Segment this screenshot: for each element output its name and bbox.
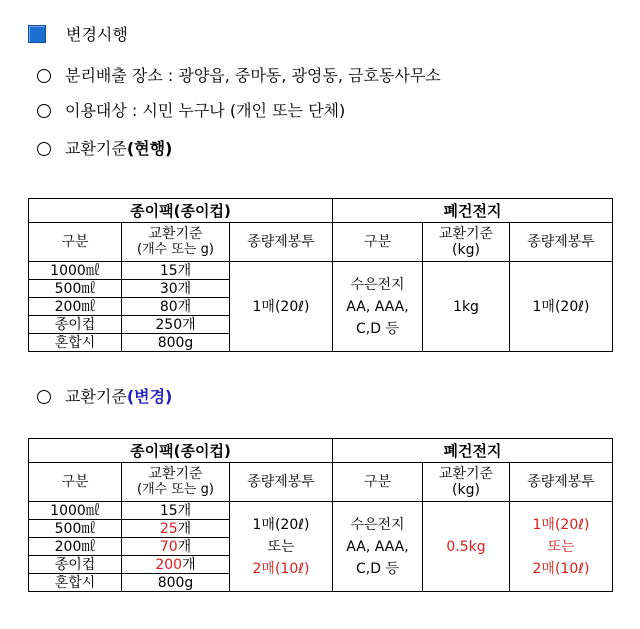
battery-exchange-header: 교환기준 (kg)	[423, 223, 510, 262]
battery-category-header: 구분	[333, 463, 423, 502]
section-heading-text: 변경시행	[66, 25, 128, 44]
exchange-header: 교환기준 (개수 또는 g)	[122, 223, 230, 262]
table-cell-item: 1000㎖	[29, 502, 122, 520]
table-cell-criterion: 200개	[122, 556, 230, 574]
table-cell-criterion: 30개	[122, 280, 230, 298]
paper-pack-header: 종이팩(종이컵)	[29, 439, 333, 463]
current-criteria-table	[28, 198, 613, 352]
blue-square-icon	[28, 25, 46, 43]
battery-bag-cell: 1매(20ℓ) 또는 2매(10ℓ)	[510, 502, 613, 592]
circle-bullet-icon	[37, 390, 51, 404]
table-cell-criterion: 800g	[122, 334, 230, 352]
table-cell-criterion: 25개	[122, 520, 230, 538]
bag-cell: 1매(20ℓ)	[230, 262, 333, 352]
bullet-changed-criteria: 교환기준(변경)	[37, 384, 172, 407]
table-cell-item: 500㎖	[29, 280, 122, 298]
battery-bag-header: 종량제봉투	[510, 223, 613, 262]
table-cell-item: 종이컵	[29, 316, 122, 334]
bullet-target: 이용대상 : 시민 누구나 (개인 또는 단체)	[37, 98, 345, 121]
battery-category-header: 구분	[333, 223, 423, 262]
table-cell-criterion: 80개	[122, 298, 230, 316]
table-cell-item: 200㎖	[29, 538, 122, 556]
table-cell-item: 혼합시	[29, 574, 122, 592]
table-cell-item: 혼합시	[29, 334, 122, 352]
bag-header: 종량제봉투	[230, 223, 333, 262]
circle-bullet-icon	[37, 104, 51, 118]
battery-header: 폐건전지	[333, 439, 613, 463]
bag-cell: 1매(20ℓ) 또는 2매(10ℓ)	[230, 502, 333, 592]
table-cell-item: 200㎖	[29, 298, 122, 316]
circle-bullet-icon	[37, 142, 51, 156]
table-cell-criterion: 250개	[122, 316, 230, 334]
bag-header: 종량제봉투	[230, 463, 333, 502]
category-header: 구분	[29, 463, 122, 502]
exchange-header: 교환기준 (개수 또는 g)	[122, 463, 230, 502]
table-cell-criterion: 15개	[122, 262, 230, 280]
battery-exchange-header: 교환기준 (kg)	[423, 463, 510, 502]
table-cell-item: 1000㎖	[29, 262, 122, 280]
battery-criterion-cell: 1kg	[423, 262, 510, 352]
table-cell-criterion: 15개	[122, 502, 230, 520]
battery-bag-header: 종량제봉투	[510, 463, 613, 502]
section-heading	[28, 22, 128, 45]
battery-types-cell: 수은전지 AA, AAA, C,D 등	[333, 502, 423, 592]
changed-criteria-table	[28, 438, 613, 592]
table-cell-criterion: 70개	[122, 538, 230, 556]
table-cell-item: 종이컵	[29, 556, 122, 574]
circle-bullet-icon	[37, 69, 51, 83]
bullet-place: 분리배출 장소 : 광양읍, 중마동, 광영동, 금호동사무소	[37, 63, 441, 86]
battery-criterion-cell: 0.5kg	[423, 502, 510, 592]
table-cell-item: 500㎖	[29, 520, 122, 538]
battery-bag-cell: 1매(20ℓ)	[510, 262, 613, 352]
battery-header: 폐건전지	[333, 199, 613, 223]
category-header: 구분	[29, 223, 122, 262]
bullet-current-criteria: 교환기준(현행)	[37, 136, 172, 159]
table-cell-criterion: 800g	[122, 574, 230, 592]
battery-types-cell: 수은전지 AA, AAA, C,D 등	[333, 262, 423, 352]
paper-pack-header: 종이팩(종이컵)	[29, 199, 333, 223]
